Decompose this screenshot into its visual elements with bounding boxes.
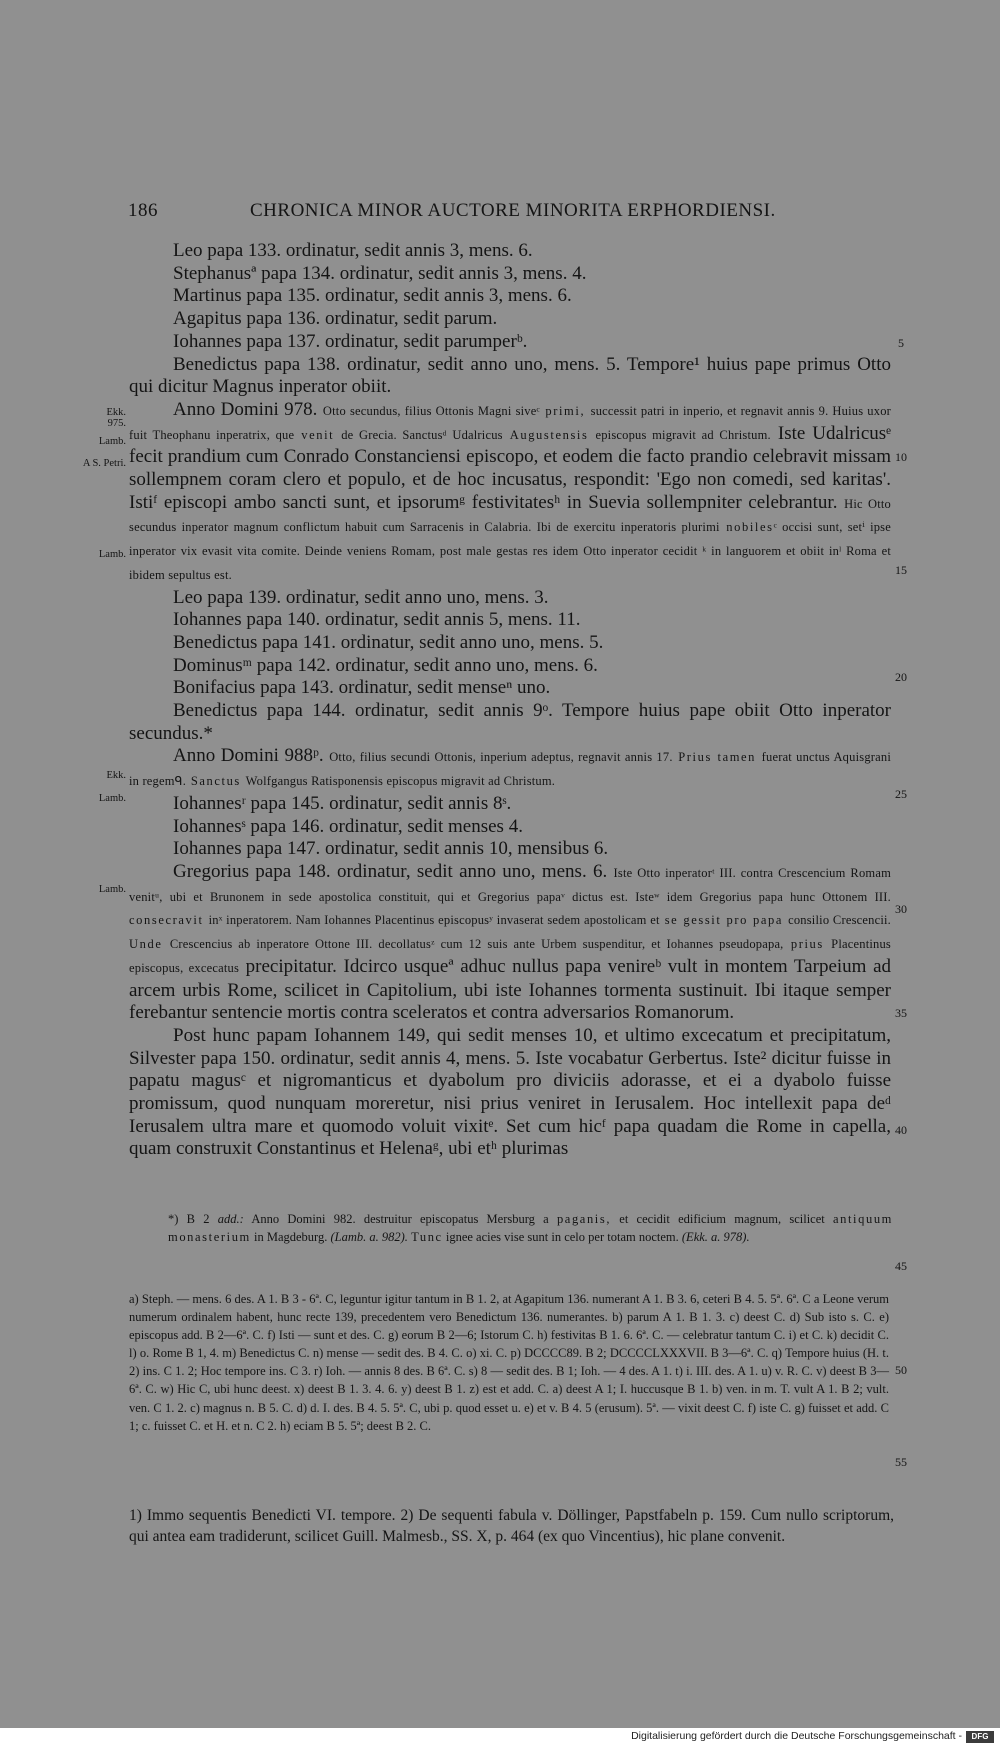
chronicle-note: episcopus migravit ad Christum. — [595, 427, 771, 442]
chronicle-note: inˣ inperatorem. Nam Iohannes Placentinus episcopusʸ invaserat sedem apostolicam et — [208, 913, 660, 928]
line-number: 15 — [895, 563, 907, 577]
margin-source — [82, 407, 126, 429]
spaced-word: Augustensis — [509, 427, 589, 442]
footnote-ref: (Lamb. a. 982). — [330, 1230, 408, 1244]
footnote-segment: et cecidit edificium magnum, scilicet — [619, 1212, 825, 1226]
margin-label: Ekk. — [106, 407, 126, 418]
text-line: Iohannes papa 140. ordinatur, sedit annis 5, mens. 11. — [173, 609, 581, 631]
spaced-word: Sanctus — [190, 774, 241, 789]
text-line: Iohannesʳ papa 145. ordinatur, sedit annis 8ˢ. — [173, 792, 512, 814]
chronicle-note: Wolfgangus Ratisponensis episcopus migravit ad Christum. — [245, 774, 556, 789]
spaced-word: primi, — [545, 403, 586, 418]
funding-credit: Digitalisierung gefördert durch die Deutsche Forschungsgemeinschaft - — [631, 1730, 962, 1742]
running-title: CHRONICA MINOR AUCTORE MINORITA ERPHORDIENSI. — [250, 200, 776, 221]
line-number: 5 — [898, 336, 904, 350]
spaced-word: consecravit — [129, 913, 204, 928]
text-line: Benedictus papa 144. ordinatur, sedit annis 9ᵒ. Tempore huius pape obiit Otto inperator secundus.* — [129, 700, 891, 744]
chronicle-note: Hic Otto secundus inperator magnum conflictum habuit cum Sarracenis in Calabria. Ibi de exercitu inperatoris plurimi — [129, 496, 892, 535]
paragraph-post: Post hunc papam Iohannem 149, qui sedit menses 10, et ultimo excecatum et precipitatum, Silvester papa 150. ordinatur, sedit annis 4, mens. 5. Iste vocabatur Gerbertus. Iste² dicitur fuisse in papatu magusᶜ et nigromanticus et dyabolum pro diviciis adorasse, et ei a dyabolo fuisse promissum, quod nunquam moreretur, nisi prius veniret in Ierusalem. Hoc intellexit papa deᵈ Ierusalem ultra mare et quomodo voluit vixitᵉ. Set cum hicᶠ papa quadam die Rome in capella, quam construxit Constantinus et Helenaᵍ, ubi etʰ plurimas — [129, 1024, 891, 1160]
footnote-segment: add.: — [217, 1212, 244, 1226]
main-text — [129, 240, 891, 1161]
chronicle-note: fuerat unctus Aquisgrani in regemᑫ. — [129, 750, 891, 789]
paragraph-978 — [129, 399, 891, 587]
page-number: 186 — [128, 200, 158, 221]
spaced-word: antiquum monasterium — [168, 1212, 893, 1244]
chronicle-note: Placentinus episcopus, excecatus — [129, 937, 892, 975]
footnote-segment: in Magdeburg. — [254, 1230, 328, 1244]
chronicle-note: de Grecia. Sanctusᵈ Udalricus — [341, 427, 503, 442]
chronicle-note: Iste Otto inperatorᵗ III. contra Crescencium Romam venitᵘ, ubi et Brunonem in sede apostolica constituit, qui et Gregorius papaᵛ dictus est. Isteʷ idem Gregorius papa hunc Ottonem III. — [129, 865, 892, 904]
text-line: Iohannesˢ papa 146. ordinatur, sedit menses 4. — [173, 815, 523, 837]
star-footnote — [168, 1210, 893, 1246]
spaced-word: nobiles — [726, 520, 774, 535]
chronicle-note: ᶜ occisi sunt, setⁱ ipse inperator vix evasit vita comite. Deinde veniens Romam, post male gestas res idem Otto inperator cecidit ᵏ in languorem et obiit inˡ Roma et ibidem sepultus est. — [129, 520, 891, 582]
historical-notes — [129, 1505, 894, 1547]
spaced-word: Prius tamen — [678, 750, 757, 765]
margin-source: A S. Petri. — [82, 458, 126, 469]
apparatus-text: a) Steph. — mens. 6 des. A 1. B 3 - 6ª. C, leguntur igitur tantum in B 1. 2, at Agapitum 136. numerant A 1. B 3. 6, ceteri B 4. 5. 5ª. 6ª. C a Leone verum numerum ordinalem habent, hunc recte 139, precedentem vero Benedictum 136. numerantes. b) parum A 1. B 1. 3. c) deest C. d) Sub isto s. C. e) episcopus add. B 2—6ª. C. f) Isti — sunt et des. C. g) eorum B 2—6; Istorum C. h) festivitas B 1. 6. 6ª. C. — celebratur tantum C. i) et C. k) decidit C. l) o. Rome B 1, 4. m) Benedictus C. n) mense — sedit des. B 4. C. o) xi. C. p) DCCCC89. B 2; DCCCCLXXXVII. B 3—6ª. C. q) Tempore huius (H. t. 2) ins. C 1. 2; Hoc tempore ins. C 3. r) Ioh. — annis 8 des. B 6ª. C. s) 8 — sedit des. B 1; Ioh. — 4 des. A 1. t) i. III. des. A 1. u) v. R. C. v) deest B 3—6ª. C. w) Hic C, ubi hunc deest. x) deest B 1. 3. 4. 6. y) deest B 1. z) est et add. C. a) deest A 1; I. huccusque B 1. b) ven. in m. T. vult A 1. B 2; vult. ven. C 1. 2. c) magnus n. B 5. C. d) d. I. des. B 4. 5. 5ª. C, ubi p. quod esset u. e) et v. B 4. 5 (erusum). 5ª. — vixit deest C. f) iste C. g) fuisset et add. C 1; c. fuisset C. et H. et n. C 2. h) eciam B 5. 5ª; deest B 2. C. — [129, 1292, 889, 1433]
margin-source: Lamb. — [98, 436, 126, 447]
notes-text: 1) Immo sequentis Benedicti VI. tempore. 2) De sequenti fabula v. Döllinger, Papstfabeln p. 159. Cum nullo scriptorum, qui antea eam tradiderunt, scilicet Guill. Malmesb., SS. X, p. 464 (ex quo Vincentius), hic plane convenit. — [129, 1507, 894, 1545]
spaced-word: prius — [790, 937, 824, 952]
line-number: 45 — [895, 1259, 907, 1273]
line-number: 35 — [895, 1006, 907, 1020]
footnote-segment: ignee acies vise sunt in celo per totam noctem. — [445, 1230, 679, 1244]
footnote-segment: Anno Domini 982. destruitur episcopatus Mersburg a — [251, 1212, 549, 1226]
line-number: 30 — [895, 902, 907, 916]
chronicle-text: Iste Udalricusᵉ fecit prandium cum Conrado Constanciensi episcopo, et eodem die facto prandio celebravit missam sollempnem coram clero et populo, et de hoc incusatus, respondit: 'Ego non comedi, sed karitas'. Istiᶠ episcopi ambo sancti sunt, et ipsorumᵍ festivitatesʰ in Suevia sollempniter celebrantur. — [129, 422, 892, 513]
digitization-footer — [0, 1728, 1000, 1746]
chronicle-note: Otto secundus, filius Ottonis Magni siveᶜ — [322, 403, 540, 418]
spaced-word: Unde — [129, 937, 163, 952]
year-lead: Anno Domini 978. — [173, 398, 318, 420]
footnote-mark: *) — [168, 1212, 179, 1226]
margin-source: Lamb. — [98, 793, 126, 804]
text-line: Agapitus papa 136. ordinatur, sedit parum. — [173, 308, 498, 330]
spaced-word: Tunc — [411, 1230, 443, 1244]
line-number: 20 — [895, 670, 907, 684]
dfg-logo: DFG — [966, 1731, 994, 1743]
line-number: 55 — [895, 1455, 907, 1469]
year-lead: Anno Domini 988ᵖ. — [173, 745, 324, 767]
footnote-segment: B 2 — [186, 1212, 210, 1226]
text-line: Stephanusª papa 134. ordinatur, sedit annis 3, mens. 4. — [173, 262, 587, 284]
text-line: Leo papa 139. ordinatur, sedit anno uno, mens. 3. — [173, 586, 549, 608]
footnote-text — [168, 1210, 893, 1246]
spaced-word: venit — [301, 427, 335, 442]
chronicle-note: Otto, filius secundi Ottonis, inperium adeptus, regnavit annis 17. — [329, 750, 673, 765]
text-line: Iohannes papa 137. ordinatur, sedit parumperᵇ. — [173, 330, 528, 352]
paragraph-988 — [129, 745, 891, 792]
chronicle-text: Gregorius papa 148. ordinatur, sedit anno uno, mens. 6. — [173, 860, 608, 882]
chronicle-note: successit patri in inperio, et regnavit annis 9. Huius uxor fuit Theophanu inperatrix, que — [129, 403, 892, 442]
line-number: 25 — [895, 787, 907, 801]
text-line: Bonifacius papa 143. ordinatur, sedit menseⁿ uno. — [173, 677, 551, 699]
text-line: Benedictus papa 141. ordinatur, sedit anno uno, mens. 5. — [173, 631, 604, 653]
margin-source: Ekk. — [106, 770, 126, 781]
text-line: Leo papa 133. ordinatur, sedit annis 3, mens. 6. — [173, 240, 533, 261]
text-line: Iohannes papa 147. ordinatur, sedit annis 10, mensibus 6. — [173, 838, 609, 860]
margin-source: Lamb. — [98, 884, 126, 895]
text-line: Martinus papa 135. ordinatur, sedit annis 3, mens. 6. — [173, 285, 572, 307]
margin-label: 975. — [107, 418, 126, 429]
footnote-ref: (Ekk. a. 978). — [681, 1230, 750, 1244]
line-number: 50 — [895, 1363, 907, 1377]
line-number: 40 — [895, 1123, 907, 1137]
chronicle-note: Crescencius ab inperatore Ottone III. decollatusᶻ cum 12 suis ante Urbem suspenditur, et Iohannes pseudopapa, — [169, 937, 784, 952]
spaced-word: se gessit pro papa — [664, 913, 784, 928]
paragraph-148 — [129, 861, 891, 1025]
chronicle-note: consilio Crescencii. — [788, 913, 892, 928]
chronicle-text: precipitatur. Idcirco usqueª adhuc nullus papa venireᵇ vult in montem Tarpeium ad arcem urbis Rome, scilicet in Capitolium, ubi iste Iohannes tormenta sustinuit. Ibi itaque semper ferebantur sentencie mortis contra sceleratos et contra adversarios Romanorum. — [129, 955, 892, 1024]
margin-source: Lamb. — [98, 549, 126, 560]
spaced-word: paganis, — [556, 1212, 612, 1226]
text-line: Dominusᵐ papa 142. ordinatur, sedit anno uno, mens. 6. — [173, 654, 598, 676]
line-number: 10 — [895, 450, 907, 464]
text-line: Benedictus papa 138. ordinatur, sedit anno uno, mens. 5. Tempore¹ huius pape primus Otto qui dicitur Magnus inperator obiit. — [129, 353, 891, 398]
critical-apparatus — [129, 1290, 889, 1435]
